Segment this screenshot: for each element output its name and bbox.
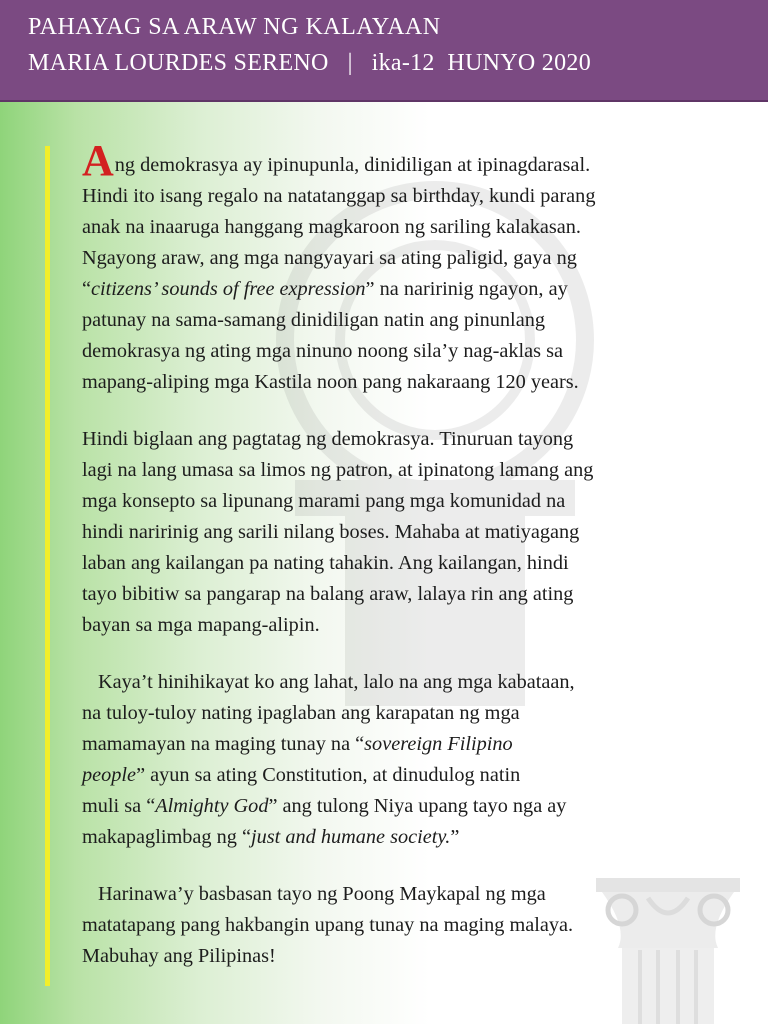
author-name: MARIA LOURDES SERENO: [28, 50, 329, 76]
paragraph-2: Hindi biglaan ang pagtatag ng demokrasya. Tinuruan tayong lagi na lang umasa sa limos ng patron, at ipinatong lamang ang mga konsepto sa lipunang marami pang mga komunidad na hindi naririnig ang sarili nilang boses. Mahaba at matiyagang laban ang kailangan pa nating tahakin. Ang kailangan, hindi tayo bibitiw sa pangarap na balang araw, lalaya rin ang ating bayan sa mga mapang-alipin.: [82, 428, 594, 636]
date-label: ika-12 HUNYO 2020: [371, 50, 591, 76]
statement-body: [82, 136, 742, 972]
paragraph-3: Kaya’t hinihikayat ko ang lahat, lalo na ang mga kabataan, na tuloy-tuloy nating ipaglaban ang karapatan ng mga mamamayan na maging tunay na “sovereign Filipino people” ayun sa ating Constitution, at dinudulog natin muli sa “Almighty God” ang tulong Niya upang tayo nga ay makapaglimbag ng “just and humane society.”: [82, 671, 575, 848]
accent-rule: [45, 146, 50, 986]
header-banner: [0, 0, 768, 102]
paragraph-1: Ang demokrasya ay ipinupunla, dinidiligan at ipinagdarasal. Hindi ito isang regalo na natatanggap sa birthday, kundi parang anak na inaaruga hanggang magkaroon ng sariling kalakasan. Ngayong araw, ang mga nangyayari sa ating paligid, gaya ng “citizens’ sounds of free expression” na naririnig ngayon, ay patunay na sama-samang dinidiligan natin ang pinunlang demokrasya ng ating mga ninuno noong sila’y nag-aklas sa mapang-aliping mga Kastila noon pang nakaraang 120 years.: [82, 136, 596, 393]
paragraph-4: Harinawa’y basbasan tayo ng Poong Maykapal ng mga matatapang pang hakbangin upang tunay na maging malaya. Mabuhay ang Pilipinas!: [82, 883, 574, 967]
byline: [28, 50, 591, 77]
page-title: PAHAYAG SA ARAW NG KALAYAAN: [28, 14, 441, 40]
drop-cap: A: [82, 136, 114, 185]
byline-separator: |: [347, 50, 353, 76]
